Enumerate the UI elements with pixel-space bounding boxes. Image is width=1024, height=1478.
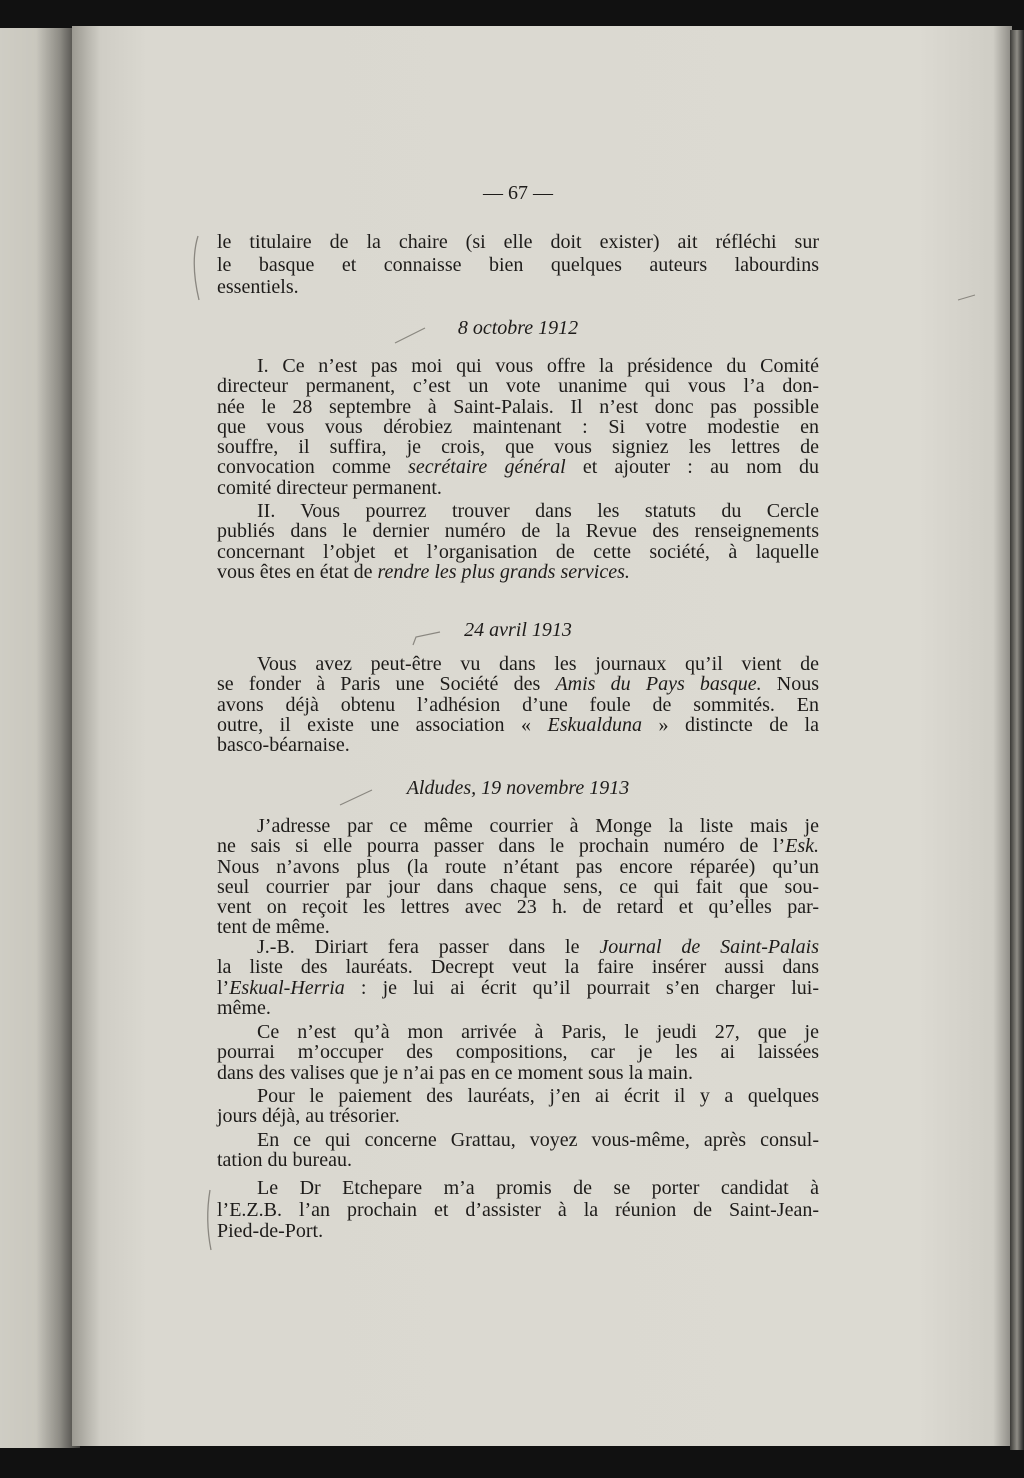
text-line (217, 501, 819, 521)
paragraph (217, 1178, 819, 1243)
text-line (217, 562, 819, 582)
text-run: En ce qui concerne Grattau, voyez vous-même, après consul- (257, 1129, 819, 1151)
text-line (217, 695, 819, 715)
text-line (217, 816, 819, 836)
text-line (217, 897, 819, 917)
text-line (217, 1022, 819, 1042)
text-run: Pour le paiement des lauréats, j’en ai écrit il y a quelques (257, 1085, 819, 1107)
text-line (217, 735, 819, 755)
text-line (217, 231, 819, 254)
text-line (217, 674, 819, 694)
text-run: que vous vous dérobiez maintenant : Si votre modestie en (217, 415, 819, 438)
text-line (217, 836, 819, 856)
text-line (217, 1150, 819, 1170)
text-line (217, 478, 819, 498)
text-run: l’ (217, 976, 230, 999)
text-line (217, 957, 819, 977)
text-line (217, 1106, 819, 1126)
text-line (217, 542, 819, 562)
text-run: J’adresse par ce même courrier à Monge la liste mais je (257, 815, 819, 837)
text-run: tent de même. (217, 916, 330, 939)
text-run: comité directeur permanent. (217, 476, 442, 499)
paragraph (217, 1130, 819, 1171)
text-run: dans des valises que je n’ai pas en ce moment sous la main. (217, 1061, 693, 1084)
text-line (217, 1130, 819, 1150)
text-line (217, 1086, 819, 1106)
text-line (217, 276, 819, 299)
text-run: vous êtes en état de (217, 560, 378, 583)
text-line (217, 1063, 819, 1083)
text-run: seul courrier par jour dans chaque sens, ce qui fait que sou- (217, 875, 819, 898)
text-line (217, 397, 819, 417)
text-run: outre, il existe une association « (217, 713, 548, 736)
text-run: I. Ce n’est pas moi qui vous offre la présidence du Comité (257, 355, 819, 377)
text-line (217, 1042, 819, 1062)
paragraph (217, 231, 819, 299)
text-run: Ce n’est qu’à mon arrivée à Paris, le jeudi 27, que je (257, 1021, 819, 1043)
italic-title: Journal de Saint-Palais (599, 936, 819, 958)
text-run: le basque et connaisse bien quelques auteurs labourdins (217, 253, 819, 276)
text-line (217, 998, 819, 1018)
paragraph (217, 816, 819, 938)
text-line (217, 978, 819, 998)
text-run: directeur permanent, c’est un vote unanime qui vous l’a don- (217, 375, 819, 398)
text-run: tation du bureau. (217, 1149, 352, 1172)
text-run: ne sais si elle pourra passer dans le prochain numéro de l’ (217, 835, 786, 858)
italic-title: rendre les plus grands services. (377, 560, 630, 583)
text-run: : je lui ai écrit qu’il pourrait s’en charger lui- (344, 976, 819, 999)
text-run: et ajouter : au nom du (565, 456, 819, 479)
text-run: vent on reçoit les lettres avec 23 h. de retard et qu’elles par- (217, 896, 819, 919)
text-run: l’E.Z.B. l’an prochain et d’assister à la réunion de Saint-Jean- (217, 1198, 819, 1221)
text-line (217, 437, 819, 457)
italic-title: secrétaire général (408, 456, 566, 479)
text-line (217, 521, 819, 541)
paragraph (217, 1086, 819, 1127)
text-line (217, 877, 819, 897)
text-line (217, 417, 819, 437)
text-run: Vous avez peut-être vu dans les journaux qu’il vient de (257, 653, 819, 675)
italic-title: Esk. (785, 835, 819, 858)
text-run: jours déjà, au trésorier. (217, 1105, 400, 1128)
text-line (217, 715, 819, 735)
paragraph (217, 937, 819, 1018)
text-run: concernant l’objet et l’organisation de cette société, à laquelle (217, 540, 819, 563)
letter-date: Aldudes, 19 novembre 1913 (406, 777, 630, 799)
text-run: Nous (761, 673, 819, 696)
paragraph (217, 1022, 819, 1083)
text-run: Pied-de-Port. (217, 1220, 324, 1242)
text-run: avons déjà obtenu l’adhésion d’une foule de sommités. En (217, 693, 819, 716)
text-run: la liste des lauréats. Decrept veut la faire insérer aussi dans (217, 956, 819, 979)
text-line (217, 457, 819, 477)
text-line (217, 376, 819, 396)
paragraph (217, 654, 819, 755)
page-number: — 67 — (483, 182, 553, 204)
text-run: essentiels. (217, 276, 299, 298)
paragraph (217, 356, 819, 498)
text-run: convocation comme (217, 456, 409, 479)
text-run: se fonder à Paris une Société des (217, 673, 556, 696)
text-run: II. Vous pourrez trouver dans les statuts du Cercle (257, 500, 819, 522)
text-run: Le Dr Etchepare m’a promis de se porter candidat à (257, 1177, 819, 1199)
text-run: souffre, il suffira, je crois, que vous signiez les lettres de (217, 436, 819, 459)
text-run: Nous n’avons plus (la route n’étant pas encore réparée) qu’un (217, 855, 819, 878)
text-line (217, 1221, 819, 1243)
text-line (217, 254, 819, 277)
text-run: même. (217, 996, 271, 1019)
letter-date: 8 octobre 1912 (457, 317, 579, 339)
text-line (217, 654, 819, 674)
text-line (217, 1178, 819, 1200)
italic-title: Eskualduna (547, 713, 642, 736)
text-run: pourrai m’occuper des compositions, car je les ai laissées (217, 1041, 819, 1064)
text-line (217, 937, 819, 957)
italic-title: Amis du Pays basque. (555, 673, 762, 696)
text-run: publiés dans le dernier numéro de la Revue des renseignements (217, 520, 819, 543)
text-line (217, 1200, 819, 1222)
text-run: le titulaire de la chaire (si elle doit exister) ait réfléchi sur (217, 231, 819, 253)
text-run: née le 28 septembre à Saint-Palais. Il n’est donc pas possible (217, 395, 819, 418)
text-line (217, 917, 819, 937)
letter-date: 24 avril 1913 (464, 619, 572, 641)
italic-title: Eskual-Herria (229, 976, 345, 999)
text-run: J.-B. Diriart fera passer dans le (257, 936, 600, 958)
text-run: basco-béarnaise. (217, 734, 350, 757)
text-line (217, 857, 819, 877)
text-line (217, 356, 819, 376)
text-run: » distincte de la (641, 713, 819, 736)
paragraph (217, 501, 819, 582)
